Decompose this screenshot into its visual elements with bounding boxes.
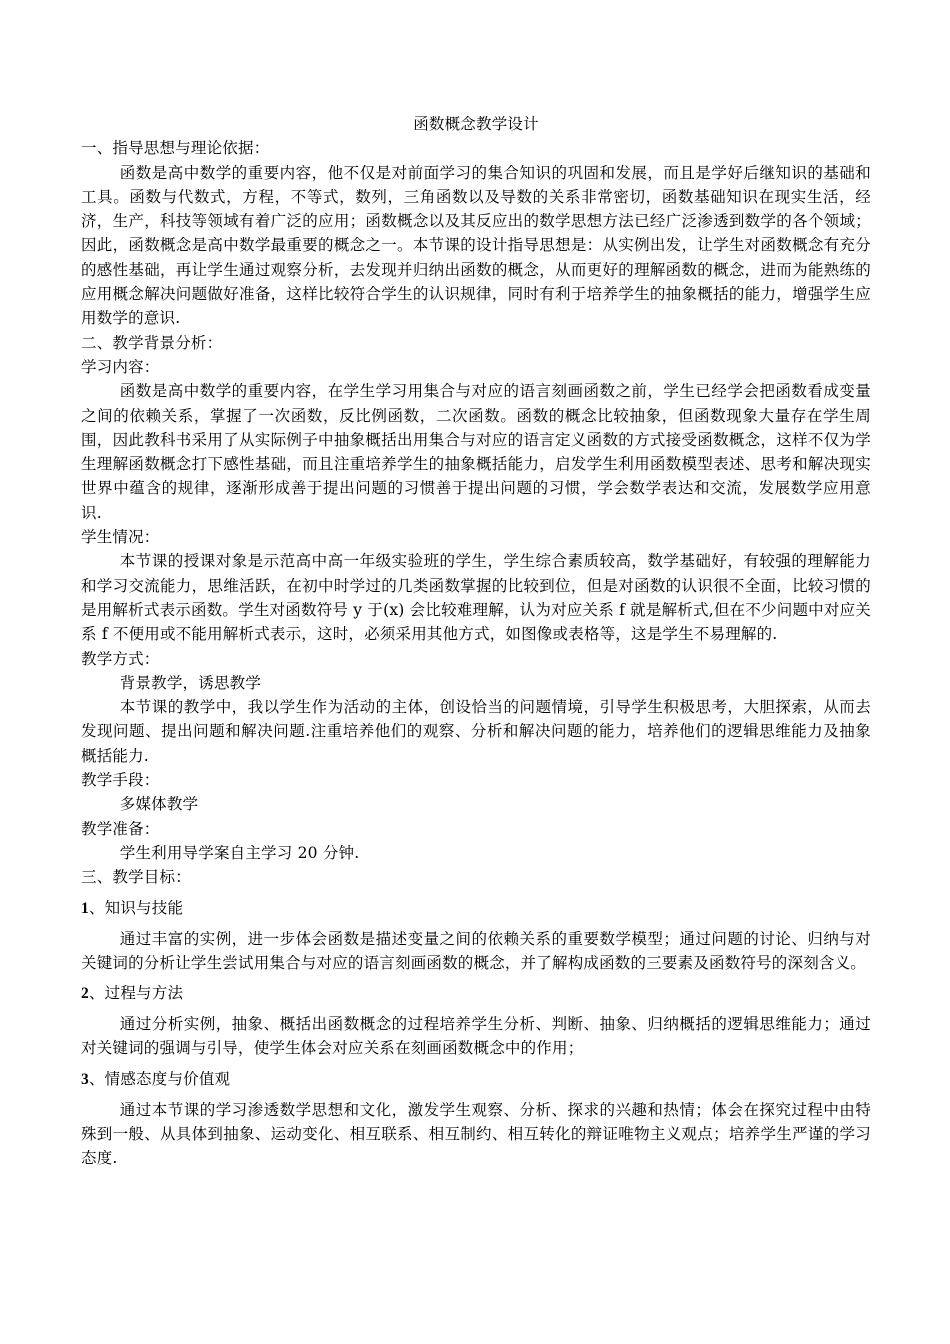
goal-1-number: 1 — [81, 899, 89, 917]
teaching-prep-value: 学生利用导学案自主学习 20 分钟. — [119, 843, 360, 862]
student-situation-label: 学生情况： — [81, 528, 160, 547]
goal-3-paragraph: 通过本节课的学习渗透数学思想和文化，激发学生观察、分析、探求的兴趣和热情；体会在探究过程中由特殊到一般、从具体到抽象、运动变化、相互联系、相互制约、相互转化的辩证唯物主义观点；培养学生严谨的学习态度. — [81, 1100, 871, 1168]
goal-2-paragraph: 通过分析实例，抽象、概括出函数概念的过程培养学生分析、判断、抽象、归纳概括的逻辑思维能力；通过对关键词的强调与引导，使学生体会对应关系在刻画函数概念中的作用； — [81, 1015, 871, 1058]
section-2-heading: 二、教学背景分析： — [81, 333, 223, 352]
section-3-heading: 三、教学目标： — [81, 868, 191, 887]
learning-content-paragraph: 函数是高中数学的重要内容，在学生学习用集合与对应的语言刻画函数之前，学生已经学会把函数看成变量之间的依赖关系，掌握了一次函数，反比例函数，二次函数。函数的概念比较抽象，但函数现象大量存在学生周围，因此教科书采用了从实际例子中抽象概括出用集合与对应的语言定义函数的方式接受函数概念，这样不仅为学生理解函数概念打下感性基础，而且注重培养学生的抽象概括能力，启发学生利用函数模型表述、思考和解决现实世界中蕴含的规律，逐渐形成善于提出问题的习惯善于提出问题的习惯，学会数学表达和交流，发展数学应用意识. — [81, 382, 871, 522]
goal-1-title: 、知识与技能 — [88, 898, 184, 917]
teaching-method-label: 教学方式： — [81, 649, 160, 668]
teaching-prep-label: 教学准备： — [81, 819, 160, 838]
teaching-method-paragraph: 本节课的教学中，我以学生作为活动的主体，创设恰当的问题情境，引导学生积极思考，大胆探索，从而去发现问题、提出问题和解决问题.注重培养他们的观察、分析和解决问题的能力，培养他们的逻辑思维能力及抽象概括能力. — [81, 698, 871, 765]
teaching-means-label: 教学手段： — [81, 771, 160, 790]
goal-2-heading — [81, 980, 871, 1007]
learning-content-label: 学习内容： — [81, 357, 160, 376]
goal-2-title: 、过程与方法 — [88, 984, 184, 1003]
goal-2-number: 2 — [81, 985, 89, 1003]
goal-1-paragraph: 通过丰富的实例，进一步体会函数是描述变量之间的依赖关系的重要数学模型；通过问题的讨论、归纳与对关键词的分析让学生尝试用集合与对应的语言刻画函数的概念，并了解构成函数的三要素及函数符号的深刻含义。 — [81, 929, 871, 972]
document-title: 函数概念教学设计 — [413, 115, 539, 133]
section-1-heading: 一、指导思想与理论依据： — [81, 139, 270, 158]
goal-1-heading — [81, 895, 871, 922]
document-body — [81, 112, 871, 1171]
teaching-means-value: 多媒体教学 — [119, 795, 199, 814]
goal-3-number: 3 — [81, 1070, 89, 1088]
student-situation-paragraph: 本节课的授课对象是示范高中高一年级实验班的学生，学生综合素质较高，数学基础好，有较强的理解能力和学习交流能力，思维活跃，在初中时学过的几类函数掌握的比较到位，但是对函数的认识很不全面，比较习惯的是用解析式表示函数。学生对函数符号 y 于(x) 会比较难理解，认为对应关系 f 就是解析式,但在不少问题中对应关系 f 不便用或不能用解析式表示，这时，必须采用其他方式，如图像或表格等，这是学生不易理解的. — [81, 552, 871, 644]
goal-3-title: 、情感态度与价值观 — [88, 1069, 231, 1088]
teaching-method-value: 背景教学，诱思教学 — [119, 673, 262, 692]
goal-3-heading — [81, 1066, 871, 1093]
section-1-paragraph: 函数是高中数学的重要内容，他不仅是对前面学习的集合知识的巩固和发展，而且是学好后继知识的基础和工具。函数与代数式，方程，不等式，数列，三角函数以及导数的关系非常密切，函数基础知识在现实生活，经济，生产，科技等领域有着广泛的应用；函数概念以及其反应出的数学思想方法已经广泛渗透到数学的各个领域；因此，函数概念是高中数学最重要的概念之一。本节课的设计指导思想是：从实例出发，让学生对函数概念有充分的感性基础，再让学生通过观察分析，去发现并归纳出函数的概念，从而更好的理解函数的概念，进而为能熟练的应用概念解决问题做好准备，这样比较符合学生的认识规律，同时有利于培养学生的抽象概括的能力，增强学生应用数学的意识. — [81, 163, 871, 328]
